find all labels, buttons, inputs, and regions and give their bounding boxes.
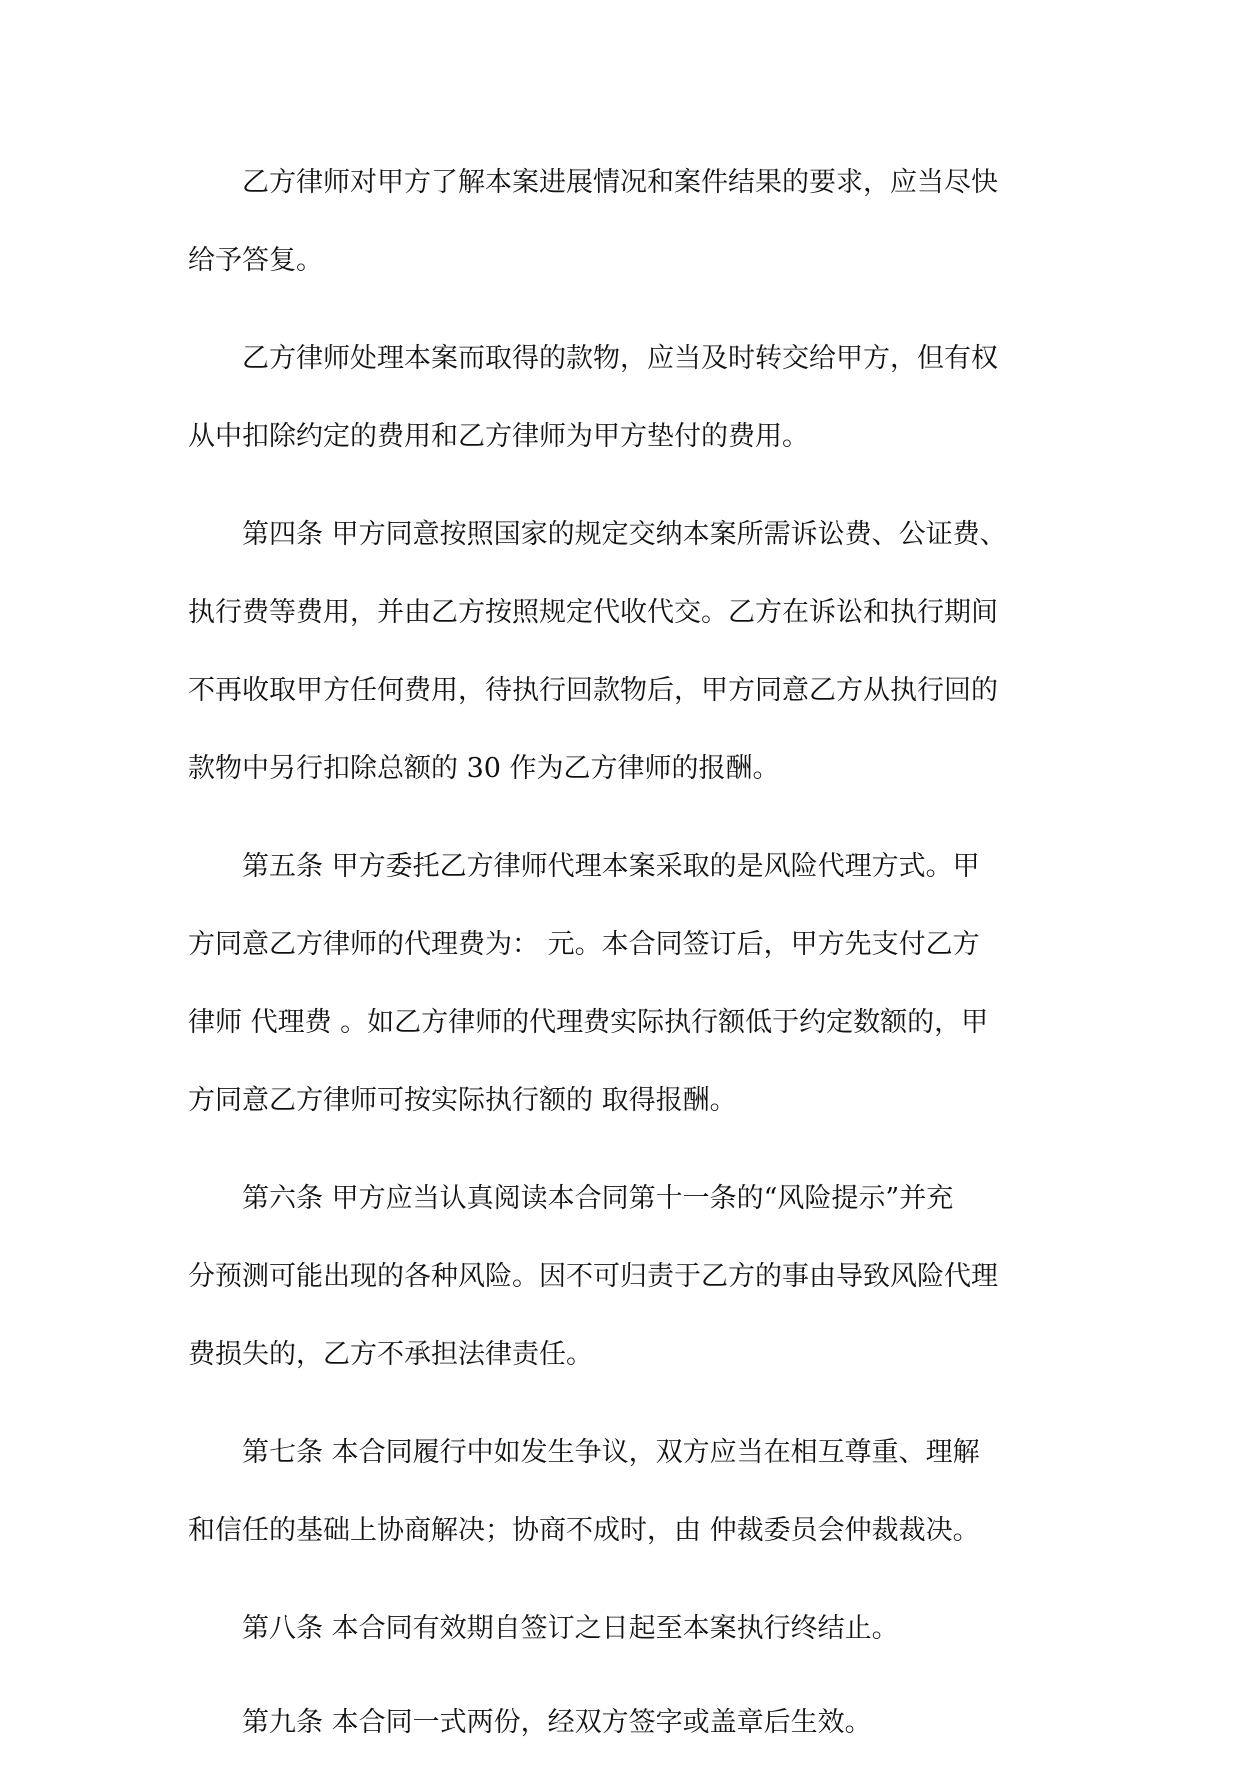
paragraph-line: 执行费等费用，并由乙方按照规定代收代交。乙方在诉讼和执行期间 (188, 597, 998, 628)
paragraph-line: 第九条 本合同一式两份，经双方签字或盖章后生效。 (242, 1707, 872, 1738)
paragraph-line: 第四条 甲方同意按照国家的规定交纳本案所需诉讼费、公证费、 (242, 519, 1007, 550)
paragraph-reply-requirement (188, 144, 1058, 300)
paragraph-line: 从中扣除约定的费用和乙方律师为甲方垫付的费用。 (188, 421, 809, 452)
document-body (188, 144, 1058, 1778)
paragraph-line: 第八条 本合同有效期自签订之日起至本案执行终结止。 (242, 1613, 899, 1644)
paragraph-line: 给予答复。 (188, 245, 323, 276)
paragraph-line: 第七条 本合同履行中如发生争议，双方应当在相互尊重、理解 (242, 1437, 980, 1468)
article-6 (188, 1160, 1058, 1394)
article-8 (188, 1590, 1058, 1668)
paragraph-line: 和信任的基础上协商解决；协商不成时，由 仲裁委员会仲裁裁决。 (188, 1515, 980, 1546)
article-5 (188, 828, 1058, 1140)
article-7 (188, 1414, 1058, 1570)
article-4 (188, 496, 1058, 808)
paragraph-line: 第六条 甲方应当认真阅读本合同第十一条的“风险提示”并充 (242, 1183, 954, 1214)
paragraph-line: 款物中另行扣除总额的 30 作为乙方律师的报酬。 (188, 753, 780, 784)
paragraph-line: 第五条 甲方委托乙方律师代理本案采取的是风险代理方式。甲 (242, 851, 980, 882)
paragraph-line: 分预测可能出现的各种风险。因不可归责于乙方的事由导致风险代理 (188, 1261, 998, 1292)
paragraph-line: 乙方律师对甲方了解本案进展情况和案件结果的要求，应当尽快 (242, 167, 998, 198)
paragraph-funds-transfer (188, 320, 1058, 476)
paragraph-line: 方同意乙方律师可按实际执行额的 取得报酬。 (188, 1085, 737, 1116)
article-9 (188, 1684, 1058, 1762)
paragraph-line: 方同意乙方律师的代理费为： 元。本合同签订后，甲方先支付乙方 (188, 929, 980, 960)
paragraph-line: 不再收取甲方任何费用，待执行回款物后，甲方同意乙方从执行回的 (188, 675, 998, 706)
paragraph-line: 律师 代理费 。如乙方律师的代理费实际执行额低于约定数额的，甲 (188, 1007, 989, 1038)
paragraph-line: 乙方律师处理本案而取得的款物，应当及时转交给甲方，但有权 (242, 343, 998, 374)
paragraph-line: 费损失的，乙方不承担法律责任。 (188, 1339, 593, 1370)
